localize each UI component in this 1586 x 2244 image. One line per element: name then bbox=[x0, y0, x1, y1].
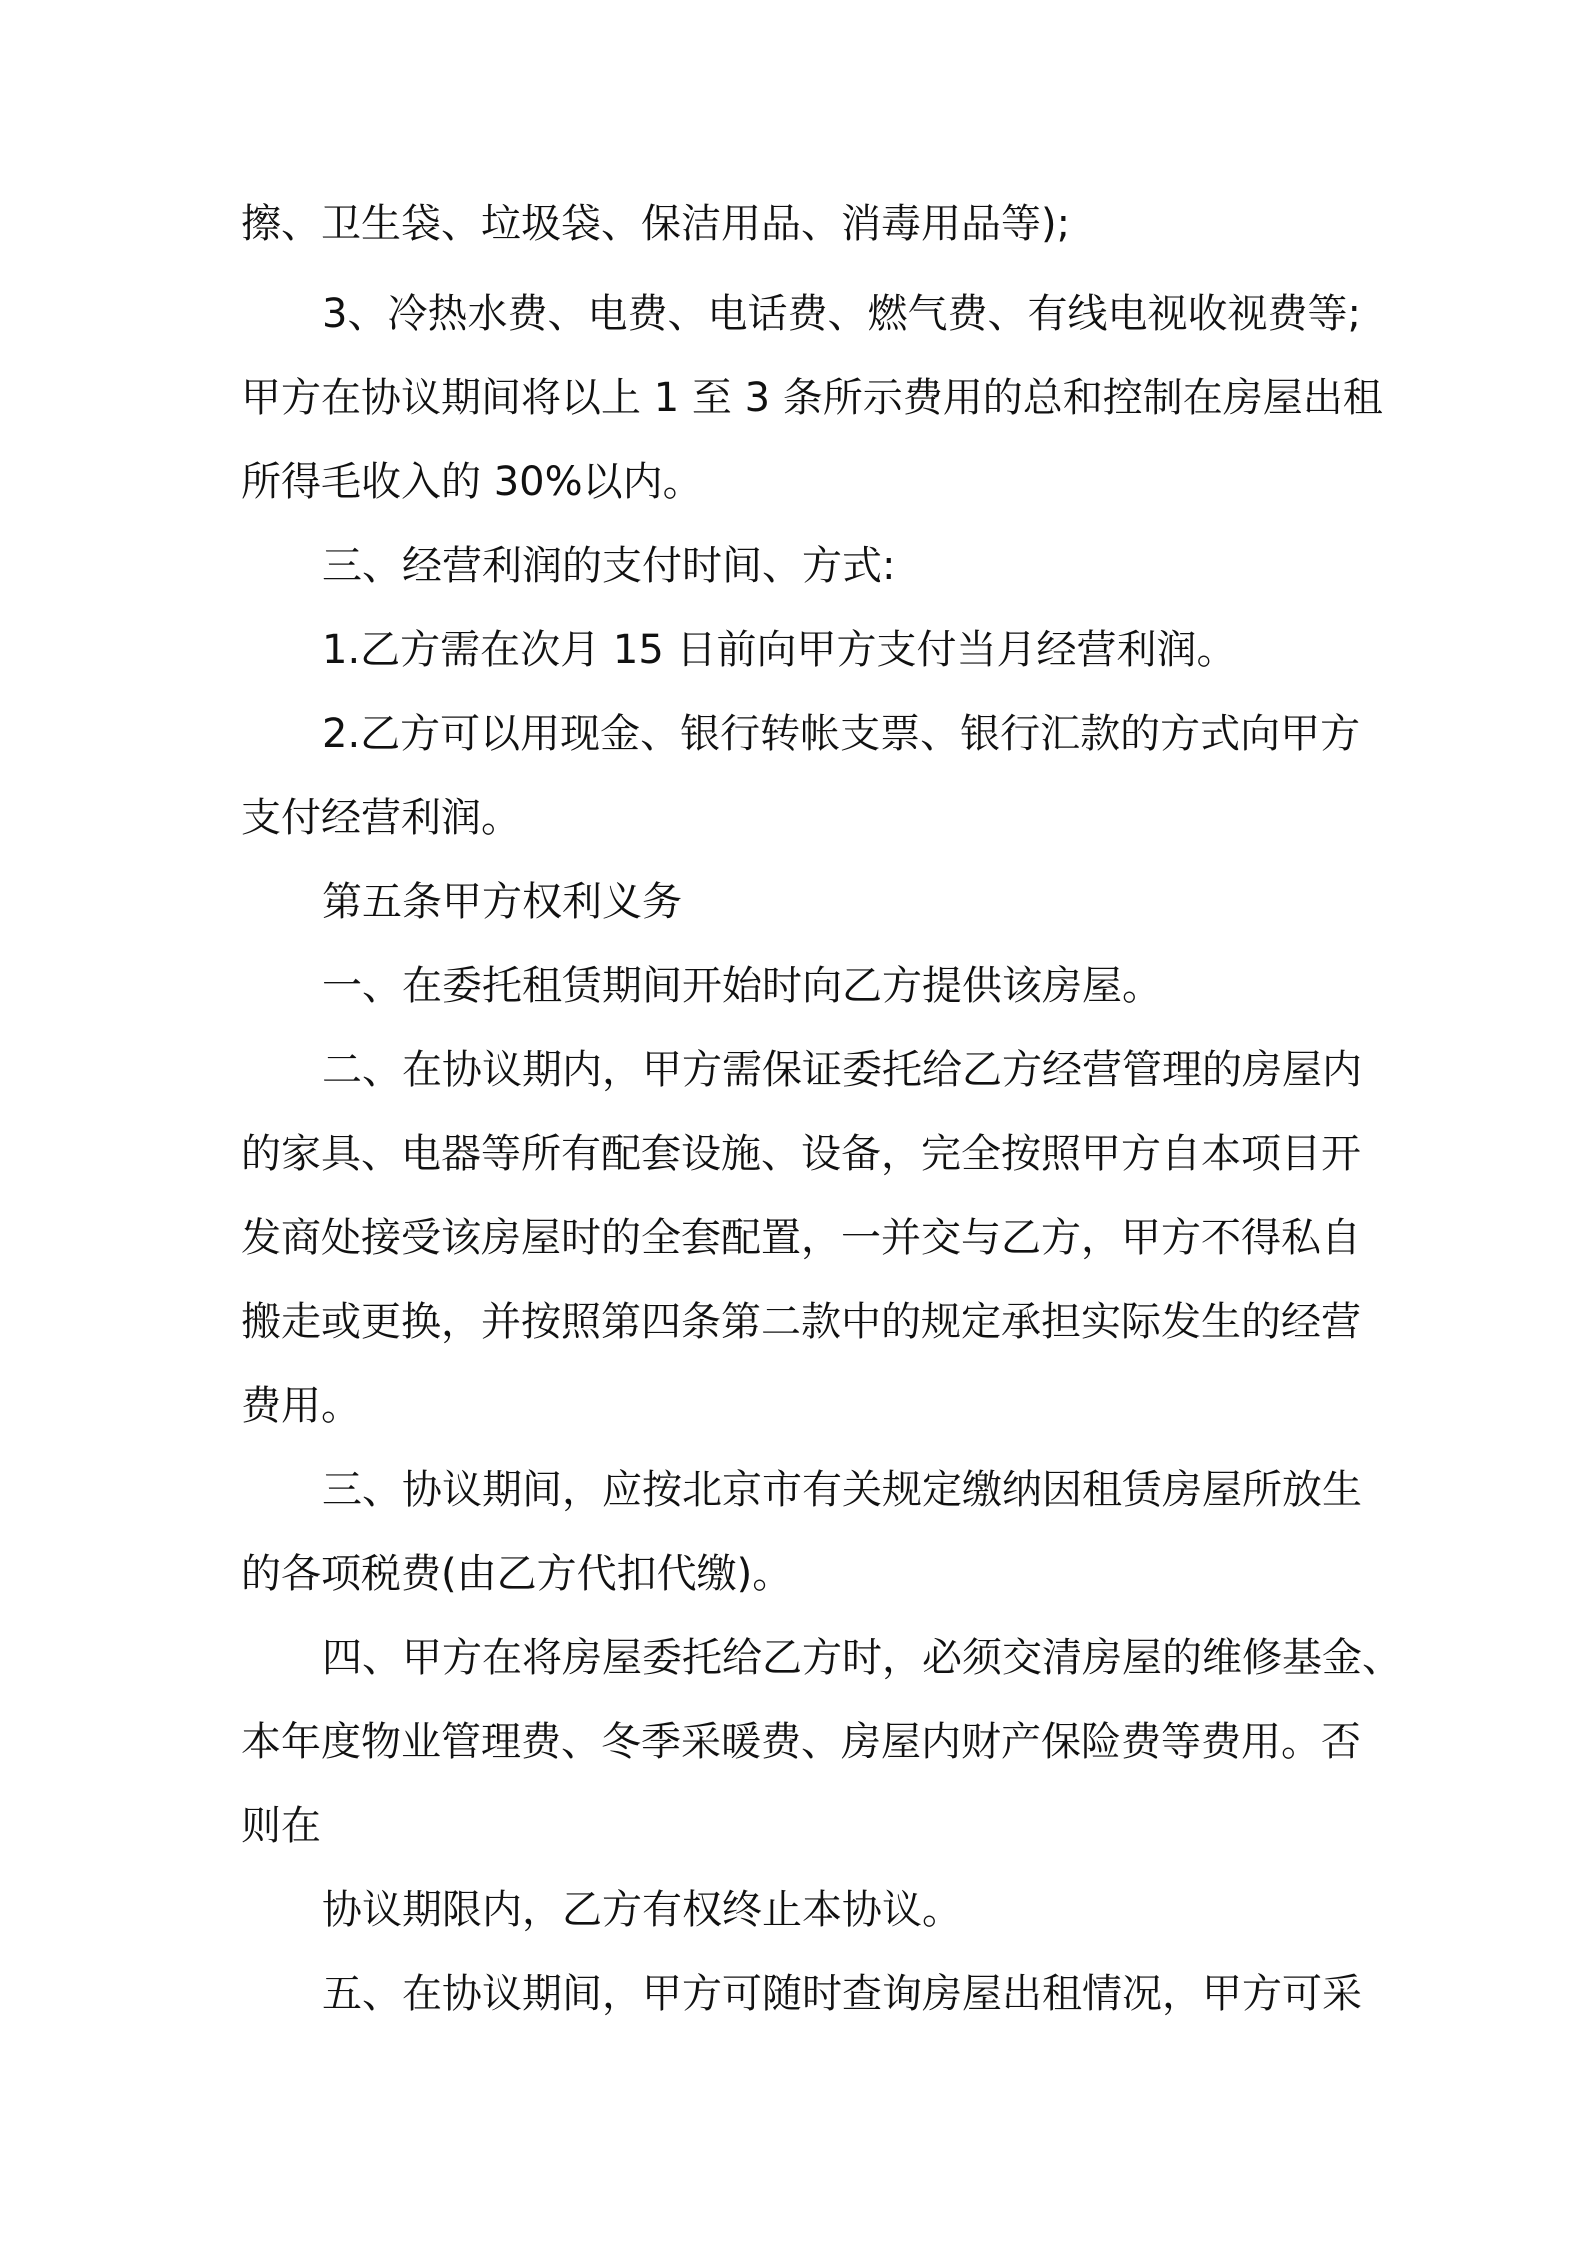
text-line-21: 协议期限内，乙方有权终止本协议。 bbox=[322, 1887, 962, 1933]
text-line-3: 甲方在协议期间将以上 1 至 3 条所示费用的总和控制在房屋出租 bbox=[241, 375, 1383, 421]
text-line-19: 本年度物业管理费、冬季采暖费、房屋内财产保险费等费用。否 bbox=[241, 1719, 1361, 1765]
text-line-5: 三、经营利润的支付时间、方式: bbox=[322, 543, 896, 589]
section-heading: 第五条甲方权利义务 bbox=[322, 879, 682, 925]
text-line-16: 三、协议期间，应按北京市有关规定缴纳因租赁房屋所放生 bbox=[322, 1467, 1362, 1513]
text-line-6: 1.乙方需在次月 15 日前向甲方支付当月经营利润。 bbox=[322, 627, 1237, 673]
text-line-4: 所得毛收入的 30%以内。 bbox=[241, 459, 703, 505]
text-line-11: 二、在协议期内，甲方需保证委托给乙方经营管理的房屋内 bbox=[322, 1047, 1362, 1093]
text-line-7: 2.乙方可以用现金、银行转帐支票、银行汇款的方式向甲方 bbox=[322, 711, 1361, 757]
text-line-1: 擦、卫生袋、垃圾袋、保洁用品、消毒用品等); bbox=[241, 201, 1071, 247]
text-line-14: 搬走或更换，并按照第四条第二款中的规定承担实际发生的经营 bbox=[241, 1299, 1361, 1345]
text-line-18: 四、甲方在将房屋委托给乙方时，必须交清房屋的维修基金、 bbox=[322, 1635, 1402, 1681]
text-line-22: 五、在协议期间，甲方可随时查询房屋出租情况，甲方可采 bbox=[322, 1971, 1362, 2017]
text-line-13: 发商处接受该房屋时的全套配置，一并交与乙方，甲方不得私自 bbox=[241, 1215, 1361, 1261]
text-line-12: 的家具、电器等所有配套设施、设备，完全按照甲方自本项目开 bbox=[241, 1131, 1361, 1177]
text-line-17: 的各项税费(由乙方代扣代缴)。 bbox=[241, 1551, 793, 1597]
text-line-10: 一、在委托租赁期间开始时向乙方提供该房屋。 bbox=[322, 963, 1162, 1009]
text-line-20: 则在 bbox=[241, 1803, 321, 1849]
text-line-8: 支付经营利润。 bbox=[241, 795, 521, 841]
text-line-15: 费用。 bbox=[241, 1383, 361, 1429]
text-line-2: 3、冷热水费、电费、电话费、燃气费、有线电视收视费等; bbox=[322, 291, 1361, 337]
